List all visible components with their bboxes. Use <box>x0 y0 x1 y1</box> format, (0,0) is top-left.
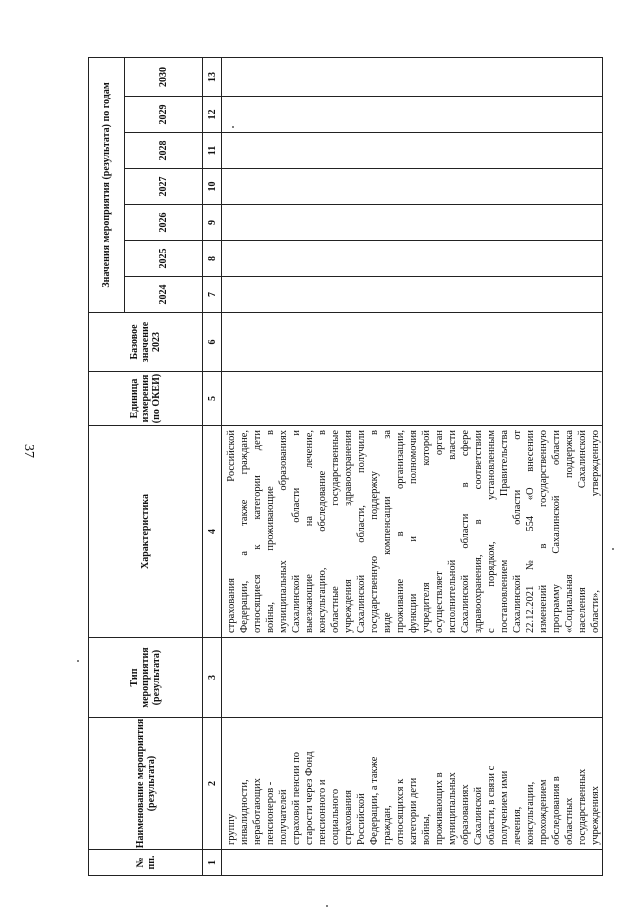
text-line: лечения, <box>512 806 523 845</box>
text-line: относящиеся к категории дети <box>252 430 263 633</box>
cell-characteristic-text <box>222 426 602 637</box>
column-number: 4 <box>203 426 222 638</box>
cell-year-value <box>222 277 603 313</box>
header-year: 2028 <box>125 133 203 169</box>
text-line: консультации, <box>525 781 536 845</box>
text-line: относящихся к <box>395 778 406 845</box>
cell-year-value <box>222 97 603 133</box>
cell-year-value <box>222 57 603 96</box>
header-characteristic: Характеристика <box>89 426 203 638</box>
column-number: 7 <box>203 277 222 313</box>
header-year: 2027 <box>125 169 203 205</box>
text-line: обследования в <box>551 776 562 845</box>
text-line: страхования <box>343 790 354 845</box>
text-line: граждан, <box>382 805 393 845</box>
text-line: пенсионного и <box>317 779 328 845</box>
text-line: старости через Фонд <box>304 751 315 845</box>
cell-base-value <box>222 313 603 372</box>
text-line: неработающих <box>252 778 263 845</box>
text-line: получателей <box>278 789 289 845</box>
text-line: проживающих в <box>434 772 445 845</box>
text-line: Сахалинской области, получили <box>356 430 367 633</box>
text-line: областные государственные <box>330 430 341 633</box>
header-unit: Единица измерения (по ОКЕИ) <box>89 372 203 426</box>
column-number: 6 <box>203 313 222 372</box>
cell-type <box>222 638 603 718</box>
text-line: Федерации, а также <box>369 756 380 845</box>
column-number: 12 <box>203 97 222 133</box>
text-line: прохождением <box>538 779 549 845</box>
header-base-value: Базовое значение 2023 <box>89 313 203 372</box>
header-year: 2024 <box>125 277 203 313</box>
cell-characteristic <box>222 426 603 638</box>
text-line: Сахалинской области в сфере <box>460 430 471 633</box>
text-line: изменений в государственную <box>538 430 549 633</box>
scan-speck <box>232 126 234 128</box>
cell-name-text <box>222 718 602 849</box>
text-line: пенсионеров - <box>265 781 276 845</box>
rotated-table-wrapper <box>88 58 601 876</box>
text-line: социального <box>330 788 341 845</box>
text-line: Федерации, а также граждане, <box>239 430 250 633</box>
text-line: Сахалинской <box>473 786 484 845</box>
scan-speck <box>326 905 328 907</box>
cell-year-value <box>222 205 603 241</box>
page-number: 37 <box>21 444 36 458</box>
text-line: выезжающие на лечение, <box>304 430 315 633</box>
text-line: группу <box>226 813 237 845</box>
column-number: 9 <box>203 205 222 241</box>
header-year: 2025 <box>125 241 203 277</box>
cell-name <box>222 718 603 850</box>
header-year: 2029 <box>125 97 203 133</box>
text-line: осуществляет орган <box>434 430 445 633</box>
text-line: учреждениях <box>590 785 601 845</box>
text-line: программу Сахалинской области <box>551 430 562 633</box>
scan-speck <box>612 548 614 550</box>
text-line: населения Сахалинской <box>577 430 588 633</box>
text-line: «Социальная поддержка <box>564 430 575 633</box>
text-line: постановлением Правительства <box>499 430 510 633</box>
column-number: 1 <box>203 850 222 876</box>
cell-number <box>222 850 603 876</box>
text-line: войны, проживающие в <box>265 430 276 633</box>
column-number: 10 <box>203 169 222 205</box>
header-values-by-year: Значения мероприятия (результата) по годам <box>89 57 125 312</box>
column-number: 11 <box>203 133 222 169</box>
text-line: получением ими <box>499 770 510 845</box>
column-number: 2 <box>203 718 222 850</box>
text-line: инвалидности, <box>239 779 250 845</box>
text-line: государственную поддержку в <box>369 430 380 633</box>
header-year: 2030 <box>125 57 203 96</box>
column-number: 3 <box>203 638 222 718</box>
text-line: консультацию, обследование в <box>317 430 328 633</box>
scan-speck <box>77 660 79 662</box>
text-line: Российской <box>356 793 367 845</box>
text-line: функции и полномочия <box>408 430 419 633</box>
cell-year-value <box>222 169 603 205</box>
cell-unit <box>222 372 603 426</box>
text-line: Сахалинской области и <box>291 430 302 633</box>
program-table <box>88 57 603 876</box>
cell-year-value <box>222 133 603 169</box>
text-line: муниципальных образованиях <box>278 430 289 633</box>
header-year: 2026 <box>125 205 203 241</box>
text-line: виде компенсации за <box>382 430 393 633</box>
text-line: учреждения здравоохранения <box>343 430 354 633</box>
text-line: страхования Российской <box>226 430 237 633</box>
text-line: учредителя которой <box>421 430 432 633</box>
column-number: 8 <box>203 241 222 277</box>
text-line: государственных <box>577 768 588 845</box>
text-line: образованиях <box>460 784 471 845</box>
column-number: 5 <box>203 372 222 426</box>
text-line: областных <box>564 797 575 845</box>
text-line: здравоохранения, в соответствии <box>473 430 484 633</box>
text-line: Сахалинской области от <box>512 430 523 633</box>
text-line: 22.12.2021 № 554 «О внесении <box>525 430 536 633</box>
text-line: войны, <box>421 813 432 845</box>
text-line: исполнительной власти <box>447 430 458 633</box>
header-name: Наименование мероприятия (результата) <box>89 718 203 850</box>
cell-year-value <box>222 241 603 277</box>
text-line: области», утвержденную <box>590 430 601 633</box>
text-line: категории дети <box>408 777 419 845</box>
text-line: области, в связи с <box>486 765 497 845</box>
text-line: с порядком, установленным <box>486 430 497 633</box>
text-line: муниципальных <box>447 772 458 845</box>
header-number: № пп. <box>89 850 203 876</box>
column-number: 13 <box>203 57 222 96</box>
header-type: Тип мероприятия (результата) <box>89 638 203 718</box>
table-row <box>222 57 603 875</box>
text-line: проживание в организации, <box>395 430 406 633</box>
text-line: страховой пенсии по <box>291 751 302 845</box>
